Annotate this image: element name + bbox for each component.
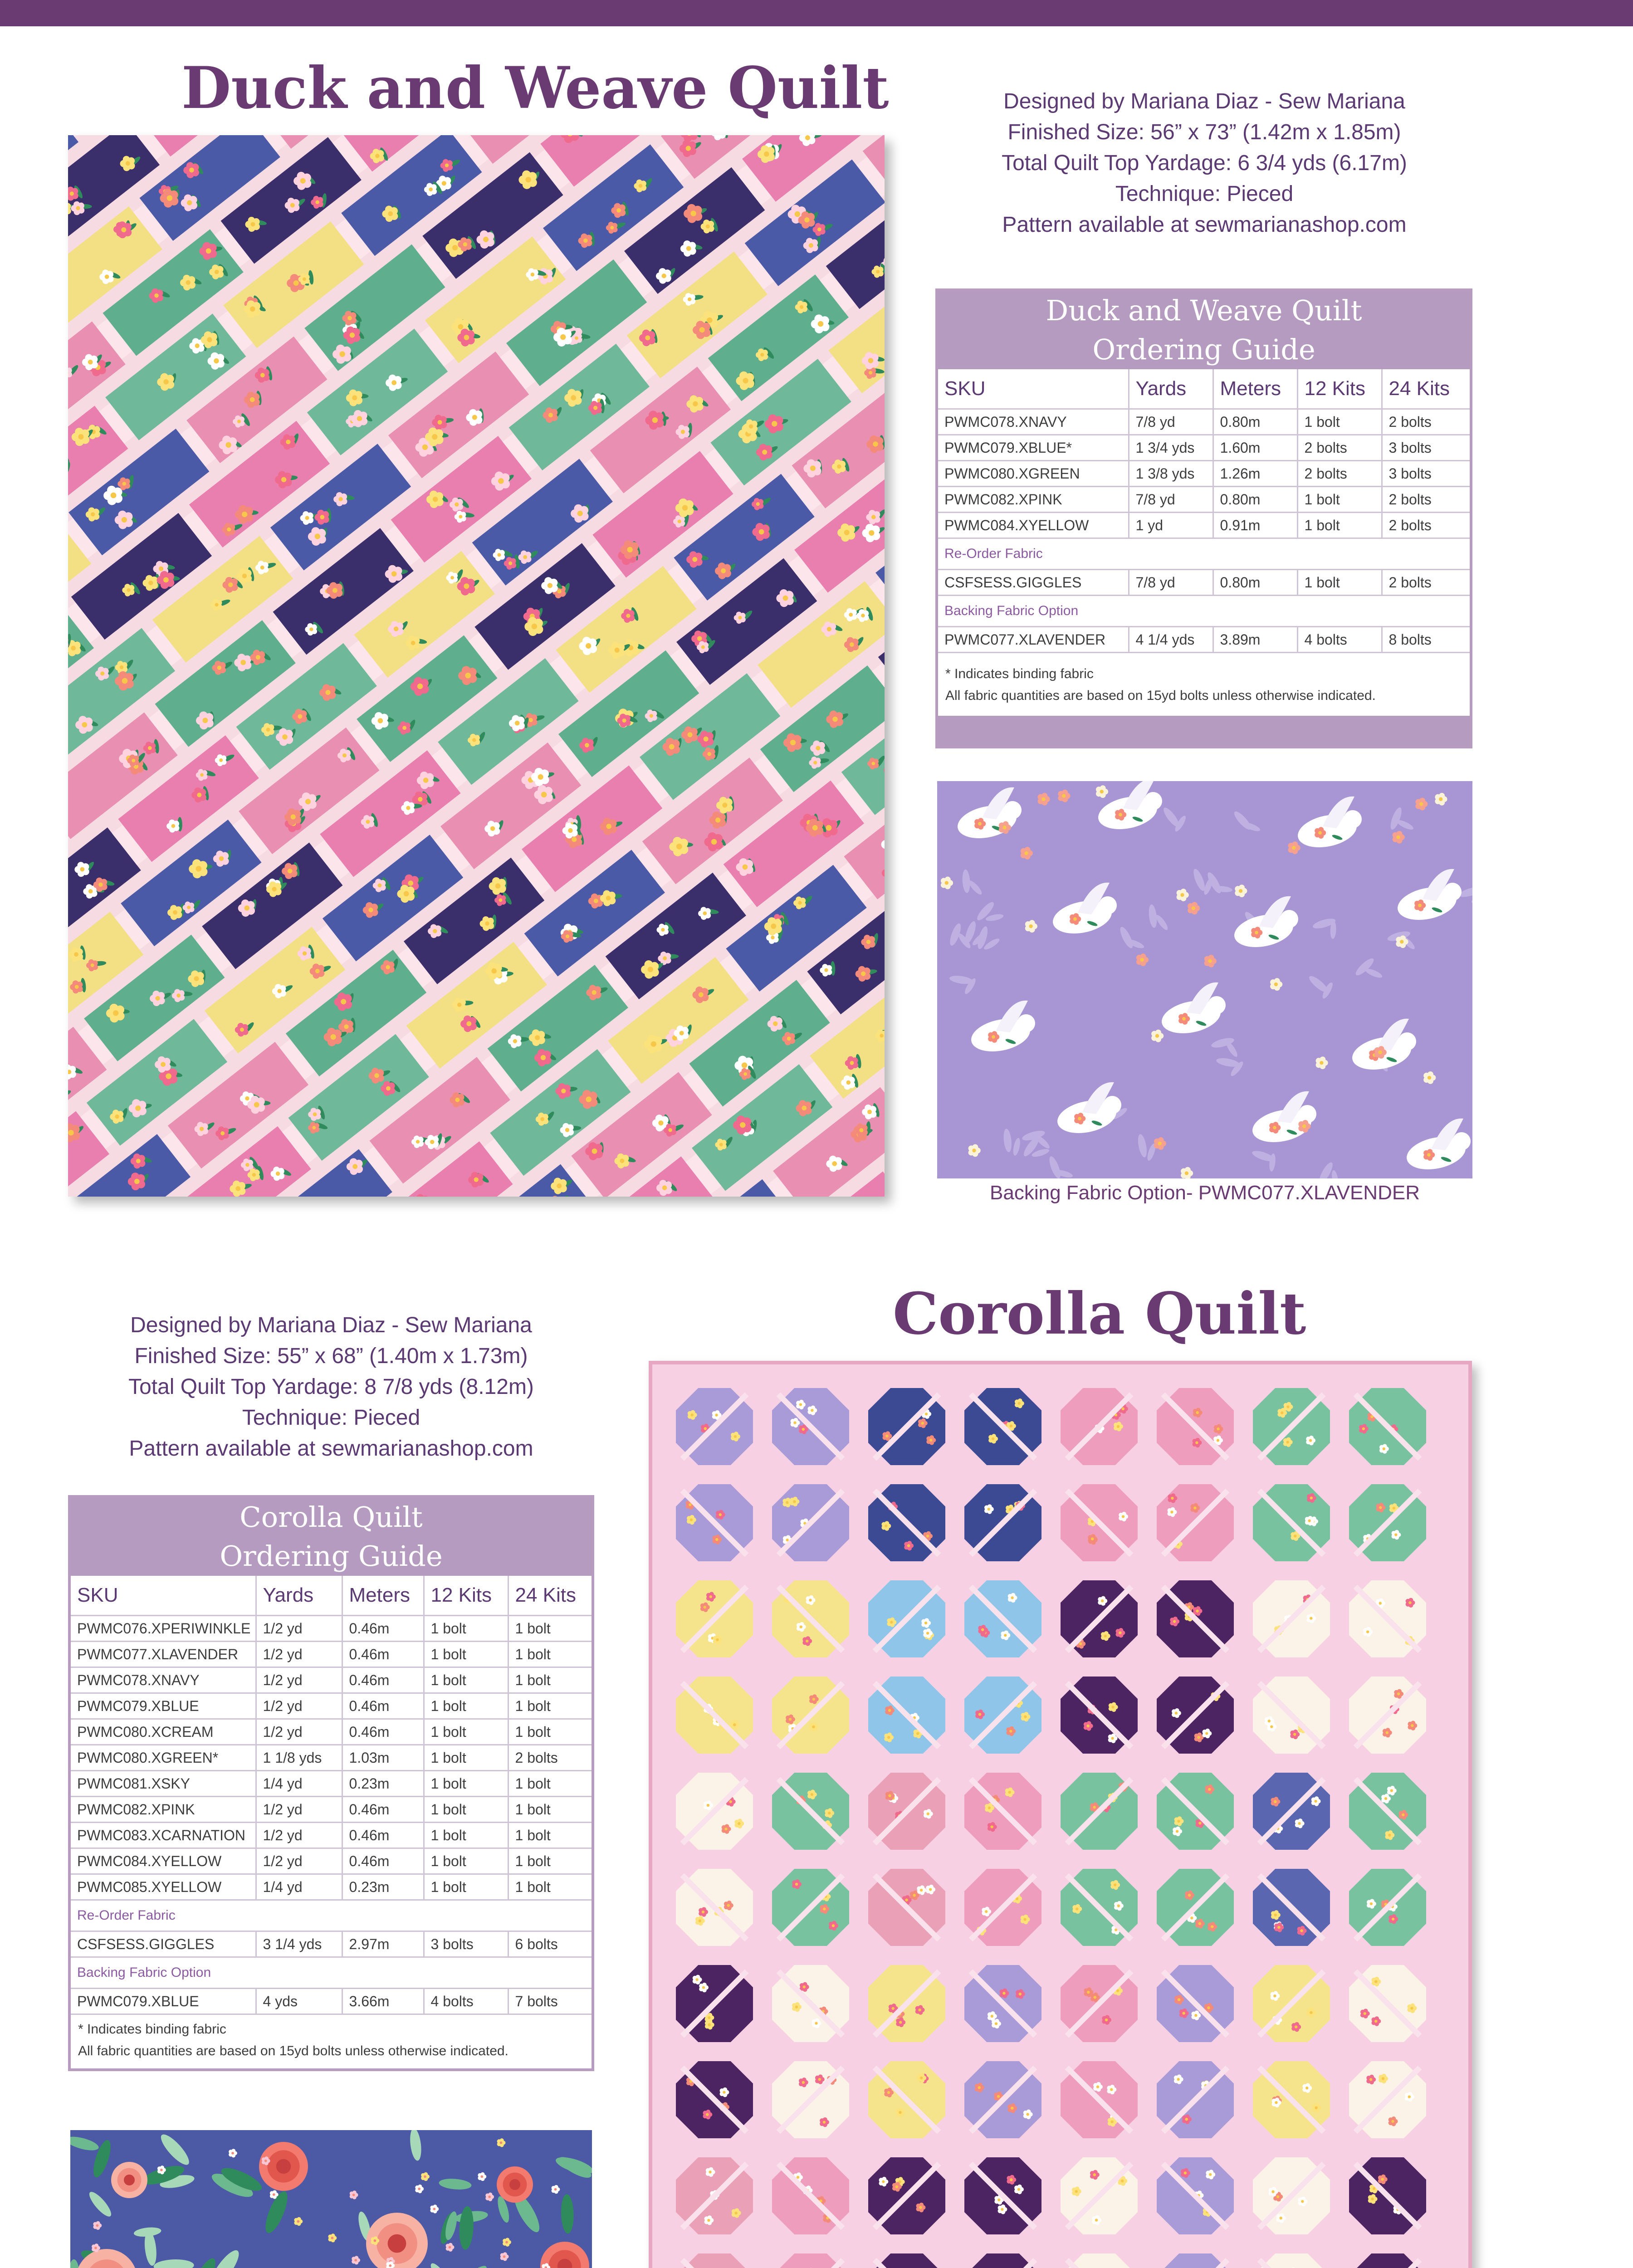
table-row bbox=[71, 1616, 592, 1642]
cell: 7 bolts bbox=[508, 1989, 592, 2014]
cell: 2 bolts bbox=[1382, 513, 1470, 538]
cell: 1/4 yd bbox=[256, 1874, 342, 1900]
col-yards: Yards bbox=[256, 1576, 342, 1616]
cell: 1 3/8 yds bbox=[1129, 461, 1213, 487]
cell: 1 bolt bbox=[1297, 570, 1382, 596]
table-row bbox=[71, 1823, 592, 1848]
cell: 1 bolt bbox=[508, 1823, 592, 1848]
cell: 0.46m bbox=[342, 1616, 424, 1642]
cell: 3.89m bbox=[1213, 627, 1297, 653]
sku-cell: PWMC077.XLAVENDER bbox=[71, 1642, 256, 1667]
cell: 1 bolt bbox=[424, 1771, 508, 1797]
col-24-kits: 24 Kits bbox=[1382, 369, 1470, 409]
cell: 0.46m bbox=[342, 1848, 424, 1874]
cell: 2.97m bbox=[342, 1931, 424, 1957]
cell: 0.91m bbox=[1213, 513, 1297, 538]
duck-yardage: Total Quilt Top Yardage: 6 3/4 yds (6.17m) bbox=[907, 148, 1501, 179]
cell: PWMC077.XLAVENDER bbox=[938, 627, 1129, 653]
cell: 1 bolt bbox=[424, 1745, 508, 1771]
cell: 0.46m bbox=[342, 1667, 424, 1693]
table-row bbox=[938, 409, 1470, 435]
corolla-title: Corolla Quilt bbox=[893, 1280, 1306, 1347]
cell: 1 yd bbox=[1129, 513, 1213, 538]
section-row bbox=[71, 1957, 592, 1989]
binding-note: * Indicates binding fabric bbox=[945, 663, 1462, 685]
top-color-bar bbox=[0, 0, 1633, 26]
sku-cell: PWMC076.XPERIWINKLE bbox=[71, 1616, 256, 1642]
duck-pattern-link[interactable]: Pattern available at sewmarianashop.com bbox=[907, 210, 1501, 240]
sku-cell: PWMC080.XGREEN* bbox=[71, 1745, 256, 1771]
cell: 1 bolt bbox=[424, 1667, 508, 1693]
duck-guide-subtitle: Ordering Guide bbox=[938, 330, 1470, 369]
col-meters: Meters bbox=[1213, 369, 1297, 409]
cell: 2 bolts bbox=[1382, 570, 1470, 596]
reorder-label: Re-Order Fabric bbox=[71, 1900, 592, 1931]
corolla-backing-fabric-image bbox=[70, 2130, 592, 2268]
cell: 7/8 yd bbox=[1129, 409, 1213, 435]
table-header-row bbox=[71, 1576, 592, 1616]
col-sku: SKU bbox=[938, 369, 1129, 409]
table-header-row bbox=[938, 369, 1470, 409]
cell: 4 bolts bbox=[424, 1989, 508, 2014]
section-row bbox=[938, 596, 1470, 627]
cell: 1/2 yd bbox=[256, 1616, 342, 1642]
cell: 1 bolt bbox=[508, 1771, 592, 1797]
cell: 1 bolt bbox=[508, 1874, 592, 1900]
cell: 1 bolt bbox=[508, 1667, 592, 1693]
table-row bbox=[938, 487, 1470, 513]
duck-info bbox=[907, 86, 1501, 240]
cell: 0.80m bbox=[1213, 487, 1297, 513]
table-row bbox=[71, 1874, 592, 1900]
cell: 0.46m bbox=[342, 1642, 424, 1667]
cell: 1/2 yd bbox=[256, 1823, 342, 1848]
table-row bbox=[71, 1693, 592, 1719]
corolla-yardage: Total Quilt Top Yardage: 8 7/8 yds (8.12m) bbox=[68, 1372, 594, 1403]
col-12-kits: 12 Kits bbox=[424, 1576, 508, 1616]
table-row bbox=[938, 435, 1470, 461]
duck-guide-footer-bar bbox=[938, 716, 1470, 746]
cell: 1/4 yd bbox=[256, 1771, 342, 1797]
cell: 1 bolt bbox=[424, 1797, 508, 1823]
cell: 1 bolt bbox=[1297, 513, 1382, 538]
reorder-label: Re-Order Fabric bbox=[938, 538, 1470, 570]
cell: 3 bolts bbox=[1382, 435, 1470, 461]
duck-guide-title: Duck and Weave Quilt bbox=[938, 291, 1470, 330]
cell: 3 bolts bbox=[424, 1931, 508, 1957]
table-row bbox=[71, 1642, 592, 1667]
cell: 0.80m bbox=[1213, 409, 1297, 435]
cell: 1 bolt bbox=[424, 1719, 508, 1745]
table-row bbox=[71, 1848, 592, 1874]
cell: 2 bolts bbox=[1297, 461, 1382, 487]
sku-cell: PWMC084.XYELLOW bbox=[71, 1848, 256, 1874]
cell: 4 1/4 yds bbox=[1129, 627, 1213, 653]
cell: 1/2 yd bbox=[256, 1642, 342, 1667]
cell: 2 bolts bbox=[1382, 409, 1470, 435]
cell: 0.46m bbox=[342, 1719, 424, 1745]
duck-quilt-image bbox=[68, 135, 885, 1197]
cell: 8 bolts bbox=[1382, 627, 1470, 653]
table-row bbox=[938, 513, 1470, 538]
backing-label: Backing Fabric Option bbox=[938, 596, 1470, 627]
cell: 1 bolt bbox=[508, 1848, 592, 1874]
cell: CSFSESS.GIGGLES bbox=[938, 570, 1129, 596]
cell: 4 bolts bbox=[1297, 627, 1382, 653]
corolla-info bbox=[68, 1310, 594, 1464]
cell: 1 bolt bbox=[1297, 487, 1382, 513]
sku-cell: PWMC079.XBLUE bbox=[71, 1693, 256, 1719]
cell: 0.80m bbox=[1213, 570, 1297, 596]
table-row bbox=[71, 1667, 592, 1693]
sku-cell: PWMC082.XPINK bbox=[71, 1797, 256, 1823]
cell: 0.23m bbox=[342, 1874, 424, 1900]
duck-guide-header bbox=[938, 291, 1470, 369]
cell: 1 3/4 yds bbox=[1129, 435, 1213, 461]
sku-cell: PWMC078.XNAVY bbox=[71, 1667, 256, 1693]
cell: 1 bolt bbox=[508, 1797, 592, 1823]
sku-cell: PWMC085.XYELLOW bbox=[71, 1874, 256, 1900]
section-row bbox=[938, 538, 1470, 570]
table-row bbox=[938, 570, 1470, 596]
cell: 6 bolts bbox=[508, 1931, 592, 1957]
sku-cell: PWMC084.XYELLOW bbox=[938, 513, 1129, 538]
corolla-guide-header bbox=[71, 1498, 592, 1576]
sku-cell: PWMC078.XNAVY bbox=[938, 409, 1129, 435]
cell: 1 bolt bbox=[1297, 409, 1382, 435]
duck-size: Finished Size: 56” x 73” (1.42m x 1.85m) bbox=[907, 117, 1501, 148]
cell: 1 bolt bbox=[508, 1693, 592, 1719]
duck-backing-caption: Backing Fabric Option- PWMC077.XLAVENDER bbox=[937, 1182, 1472, 1204]
backing-label: Backing Fabric Option bbox=[71, 1957, 592, 1989]
table-row bbox=[938, 627, 1470, 653]
cell: 0.46m bbox=[342, 1797, 424, 1823]
corolla-technique: Technique: Pieced bbox=[68, 1403, 594, 1433]
corolla-designer: Designed by Mariana Diaz - Sew Mariana bbox=[68, 1310, 594, 1341]
sku-cell: PWMC083.XCARNATION bbox=[71, 1823, 256, 1848]
cell: 3 bolts bbox=[1382, 461, 1470, 487]
duck-guide-notes bbox=[938, 653, 1470, 716]
corolla-size: Finished Size: 55” x 68” (1.40m x 1.73m) bbox=[68, 1341, 594, 1372]
cell: PWMC079.XBLUE bbox=[71, 1989, 256, 2014]
cell: 1 bolt bbox=[424, 1848, 508, 1874]
cell: 0.46m bbox=[342, 1823, 424, 1848]
cell: 1 bolt bbox=[508, 1719, 592, 1745]
cell: 2 bolts bbox=[508, 1745, 592, 1771]
cell: 1 bolt bbox=[508, 1642, 592, 1667]
sku-cell: PWMC081.XSKY bbox=[71, 1771, 256, 1797]
corolla-quilt-image bbox=[649, 1361, 1472, 2268]
bolts-note: All fabric quantities are based on 15yd bolts unless otherwise indicated. bbox=[78, 2040, 584, 2062]
cell: 0.46m bbox=[342, 1693, 424, 1719]
duck-title: Duck and Weave Quilt bbox=[181, 54, 889, 122]
duck-technique: Technique: Pieced bbox=[907, 179, 1501, 210]
corolla-guide-notes bbox=[71, 2015, 592, 2068]
cell: 2 bolts bbox=[1382, 487, 1470, 513]
col-12-kits: 12 Kits bbox=[1297, 369, 1382, 409]
cell: 1 1/8 yds bbox=[256, 1745, 342, 1771]
table-row bbox=[71, 1931, 592, 1957]
duck-ordering-guide bbox=[935, 288, 1472, 748]
corolla-pattern-link[interactable]: Pattern available at sewmarianashop.com bbox=[68, 1433, 594, 1464]
duck-designer: Designed by Mariana Diaz - Sew Mariana bbox=[907, 86, 1501, 117]
cell: 1 bolt bbox=[424, 1874, 508, 1900]
cell: 2 bolts bbox=[1297, 435, 1382, 461]
cell: 0.23m bbox=[342, 1771, 424, 1797]
cell: 1/2 yd bbox=[256, 1797, 342, 1823]
cell: 3.66m bbox=[342, 1989, 424, 2014]
sku-cell: PWMC079.XBLUE* bbox=[938, 435, 1129, 461]
sku-cell: PWMC082.XPINK bbox=[938, 487, 1129, 513]
cell: 3 1/4 yds bbox=[256, 1931, 342, 1957]
col-24-kits: 24 Kits bbox=[508, 1576, 592, 1616]
cell: 1/2 yd bbox=[256, 1693, 342, 1719]
table-row bbox=[71, 1989, 592, 2014]
cell: CSFSESS.GIGGLES bbox=[71, 1931, 256, 1957]
table-row bbox=[71, 1771, 592, 1797]
table-row bbox=[71, 1745, 592, 1771]
col-meters: Meters bbox=[342, 1576, 424, 1616]
cell: 1 bolt bbox=[424, 1616, 508, 1642]
bolts-note: All fabric quantities are based on 15yd bolts unless otherwise indicated. bbox=[945, 685, 1462, 707]
table-row bbox=[938, 461, 1470, 487]
table-row bbox=[71, 1719, 592, 1745]
col-yards: Yards bbox=[1129, 369, 1213, 409]
cell: 1/2 yd bbox=[256, 1719, 342, 1745]
sku-cell: PWMC080.XGREEN bbox=[938, 461, 1129, 487]
cell: 7/8 yd bbox=[1129, 570, 1213, 596]
table-row bbox=[71, 1797, 592, 1823]
cell: 1 bolt bbox=[424, 1642, 508, 1667]
sku-cell: PWMC080.XCREAM bbox=[71, 1719, 256, 1745]
corolla-guide-subtitle: Ordering Guide bbox=[71, 1537, 592, 1576]
cell: 1.60m bbox=[1213, 435, 1297, 461]
cell: 1 bolt bbox=[424, 1693, 508, 1719]
cell: 1.26m bbox=[1213, 461, 1297, 487]
cell: 4 yds bbox=[256, 1989, 342, 2014]
col-sku: SKU bbox=[71, 1576, 256, 1616]
cell: 1/2 yd bbox=[256, 1667, 342, 1693]
cell: 7/8 yd bbox=[1129, 487, 1213, 513]
cell: 1 bolt bbox=[508, 1616, 592, 1642]
corolla-guide-title: Corolla Quilt bbox=[71, 1498, 592, 1537]
cell: 1.03m bbox=[342, 1745, 424, 1771]
duck-backing-fabric-image bbox=[937, 781, 1472, 1178]
binding-note: * Indicates binding fabric bbox=[78, 2019, 584, 2040]
cell: 1/2 yd bbox=[256, 1848, 342, 1874]
corolla-ordering-guide bbox=[68, 1495, 594, 2071]
section-row bbox=[71, 1900, 592, 1931]
cell: 1 bolt bbox=[424, 1823, 508, 1848]
